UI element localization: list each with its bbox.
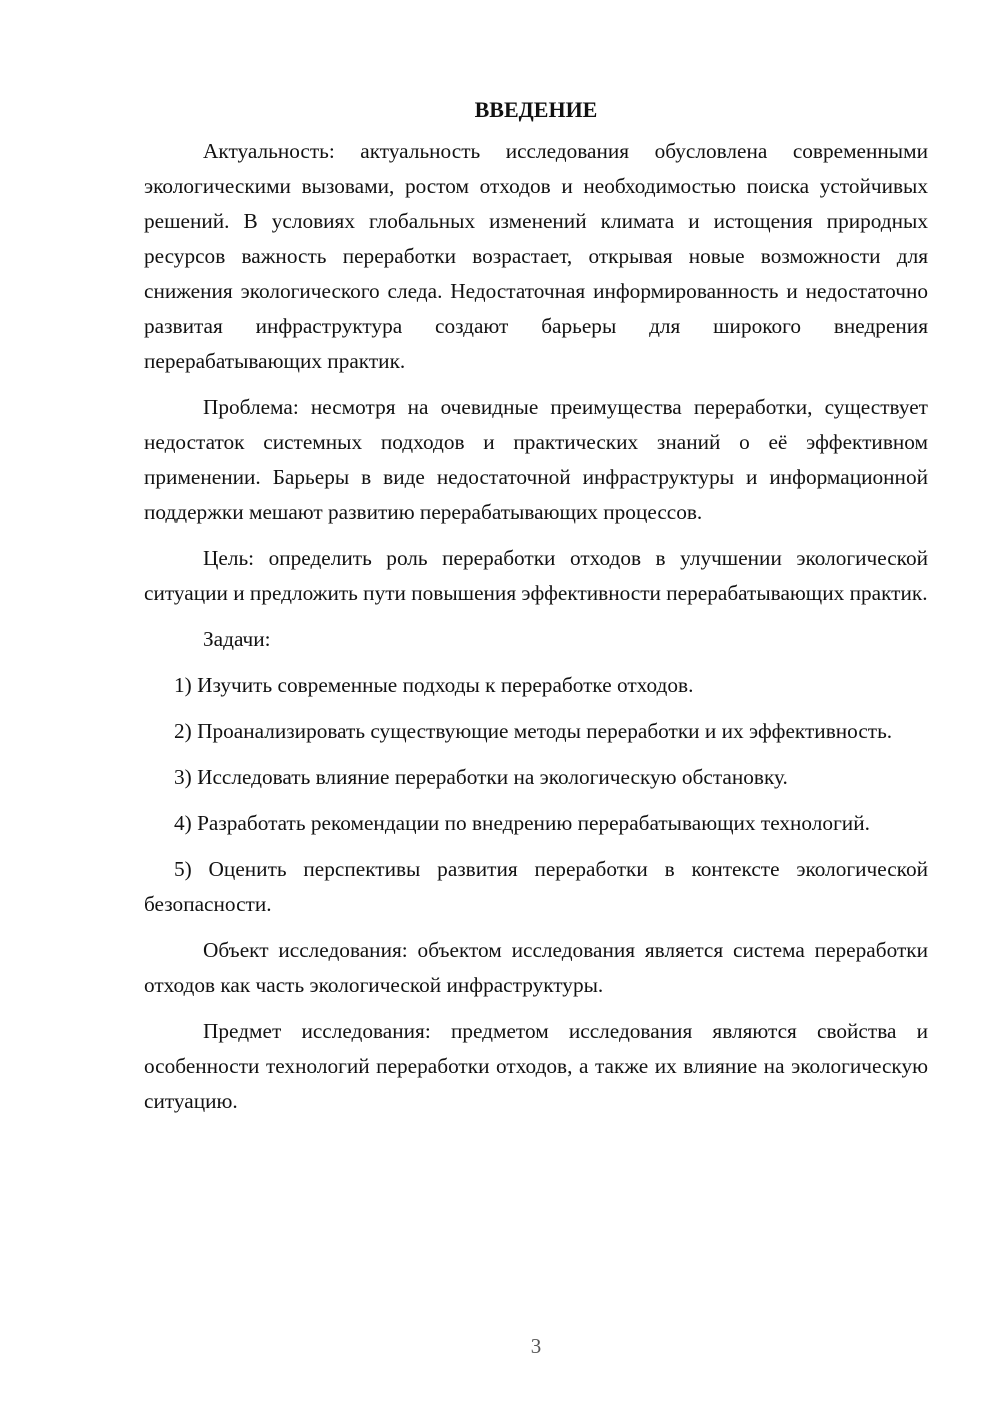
tasks-heading: Задачи: xyxy=(203,627,271,651)
task-item-5: 5) Оценить перспективы развития переработки в контексте экологической безопасности. xyxy=(144,857,928,916)
document-page xyxy=(144,92,928,1119)
relevance-paragraph: Актуальность: актуальность исследования обусловлена современными экологическими вызовами, ростом отходов и необходимостью поиска устойчивых решений. В условиях глобальных изменений климата и истощения природных ресурсов важность переработки возрастает, открывая новые возможности для снижения экологического следа. Недостаточная информированность и недостаточно развитая инфраструктура создают барьеры для широкого внедрения перерабатывающих практик. xyxy=(144,139,928,373)
object-paragraph: Объект исследования: объектом исследования является система переработки отходов как часть экологической инфраструктуры. xyxy=(144,938,928,997)
task-item-2: 2) Проанализировать существующие методы переработки и их эффективность. xyxy=(174,719,893,743)
section-title: ВВЕДЕНИЕ xyxy=(474,97,598,122)
task-item-4: 4) Разработать рекомендации по внедрению перерабатывающих технологий. xyxy=(174,811,870,835)
page-number: 3 xyxy=(530,1334,542,1358)
subject-paragraph: Предмет исследования: предметом исследования являются свойства и особенности технологий переработки отходов, а также их влияние на экологическую ситуацию. xyxy=(144,1019,928,1113)
problem-paragraph: Проблема: несмотря на очевидные преимущества переработки, существует недостаток системных подходов и практических знаний о её эффективном применении. Барьеры в виде недостаточной инфраструктуры и информационной поддержки мешают развитию перерабатывающих процессов. xyxy=(144,395,928,524)
goal-paragraph: Цель: определить роль переработки отходов в улучшении экологической ситуации и предложить пути повышения эффективности перерабатывающих практик. xyxy=(144,546,928,605)
task-item-3: 3) Исследовать влияние переработки на экологическую обстановку. xyxy=(174,765,788,789)
task-item-1: 1) Изучить современные подходы к переработке отходов. xyxy=(174,673,694,697)
